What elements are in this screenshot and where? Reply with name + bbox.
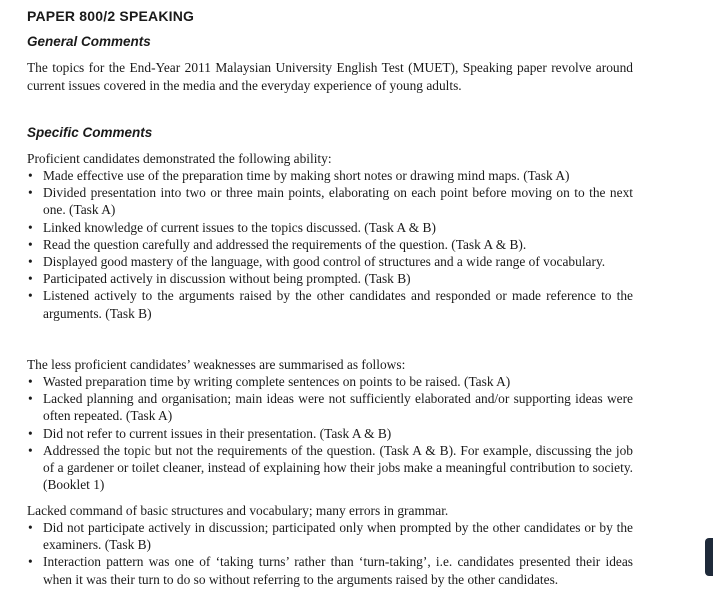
list-item: • Read the question carefully and addressed the requirements of the question. (Task A & B). — [27, 236, 633, 253]
list-item: • Listened actively to the arguments raised by the other candidates and responded or made reference to the arguments. (Task B) — [27, 287, 633, 321]
specific-comments-heading: Specific Comments — [27, 125, 153, 140]
list-item: • Did not refer to current issues in their presentation. (Task A & B) — [27, 425, 633, 442]
proficient-intro: Proficient candidates demonstrated the following ability: — [27, 151, 332, 166]
grammar-line: Lacked command of basic structures and vocabulary; many errors in grammar. — [27, 503, 449, 518]
weak-list — [27, 373, 633, 493]
side-tab — [705, 538, 713, 576]
proficient-list — [27, 167, 633, 322]
general-comments-text: The topics for the End-Year 2011 Malaysian University English Test (MUET), Speaking paper revolve around current issues covered in the media and the everyday experience of young adults. — [27, 60, 633, 93]
weak-list-continued — [27, 519, 633, 588]
list-item: • Interaction pattern was one of ‘taking turns’ rather than ‘turn-taking’, i.e. candidates presented their ideas when it was their turn to do so without referring to the arguments raised by the other candidates. — [27, 553, 633, 587]
list-item: • Wasted preparation time by writing complete sentences on points to be raised. (Task A) — [27, 373, 633, 390]
weak-intro: The less proficient candidates’ weaknesses are summarised as follows: — [27, 357, 406, 372]
list-item: • Addressed the topic but not the requirements of the question. (Task A & B). For example, discussing the job of a gardener or toilet cleaner, instead of explaining how their jobs make a meaningful contribution to society. (Booklet 1) — [27, 442, 633, 494]
general-comments-heading: General Comments — [27, 34, 151, 49]
list-item: • Did not participate actively in discussion; participated only when prompted by the other candidates or by the examiners. (Task B) — [27, 519, 633, 553]
list-item: • Made effective use of the preparation time by making short notes or drawing mind maps. (Task A) — [27, 167, 633, 184]
list-item: • Lacked planning and organisation; main ideas were not sufficiently elaborated and/or supporting ideas were often repeated. (Task A) — [27, 390, 633, 424]
page-title: PAPER 800/2 SPEAKING — [27, 8, 195, 24]
list-item: • Linked knowledge of current issues to the topics discussed. (Task A & B) — [27, 219, 633, 236]
list-item: • Displayed good mastery of the language, with good control of structures and a wide range of vocabulary. — [27, 253, 633, 270]
list-item: • Divided presentation into two or three main points, elaborating on each point before moving on to the next one. (Task A) — [27, 184, 633, 218]
list-item: • Participated actively in discussion without being prompted. (Task B) — [27, 270, 633, 287]
